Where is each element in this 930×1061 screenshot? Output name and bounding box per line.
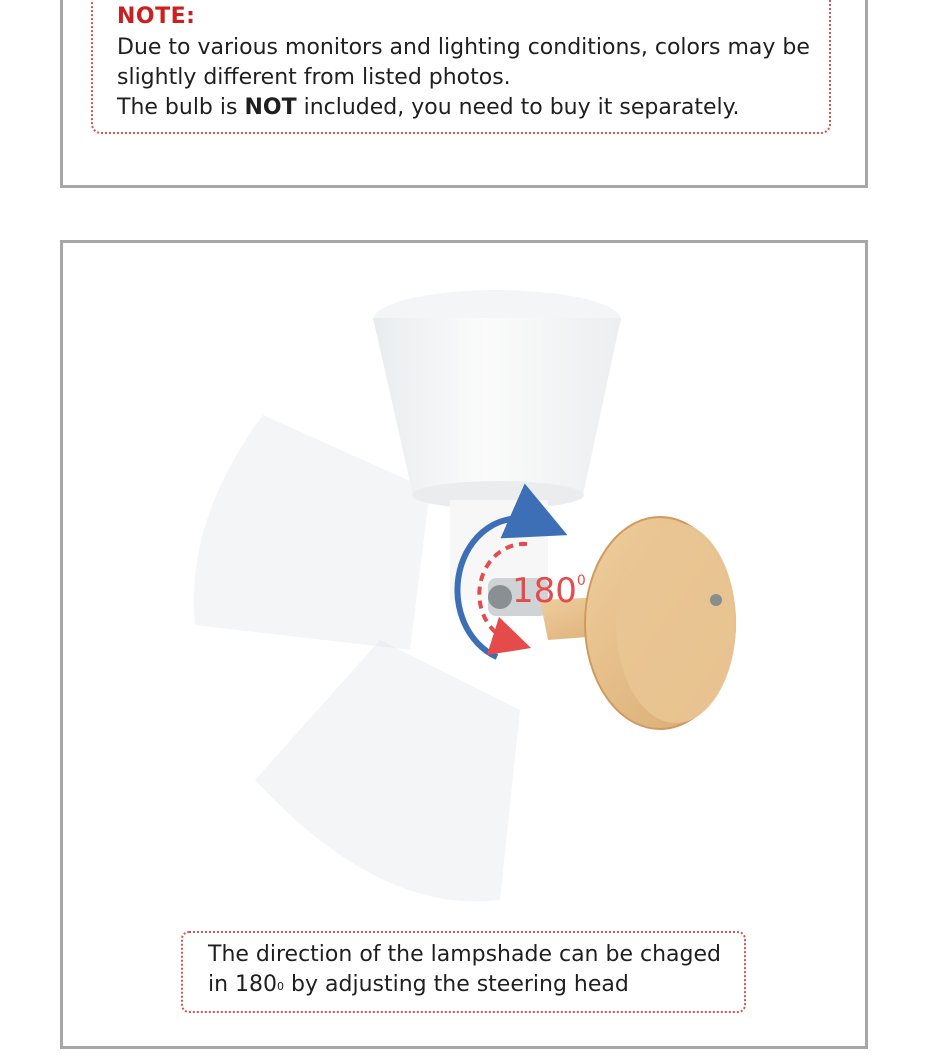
note-line-3-suffix: included, you need to buy it separately. [296, 95, 740, 120]
caption-line-1: The direction of the lampshade can be chaged [208, 942, 721, 967]
caption-line-2-suffix: by adjusting the steering head [284, 972, 629, 997]
note-line-1: Due to various monitors and lighting conditions, colors may be [117, 35, 810, 60]
note-line-3-prefix: The bulb is [117, 95, 245, 120]
angle-degree-sup: 0 [576, 573, 586, 589]
note-line-2: slightly different from listed photos. [117, 65, 511, 90]
rotation-angle-label [512, 571, 586, 611]
note-title: NOTE: [117, 4, 196, 29]
angle-value: 180 [512, 571, 577, 611]
caption-line-2 [208, 970, 629, 1000]
caption-degree-sup: 0 [277, 980, 285, 993]
note-line-3 [117, 93, 739, 123]
ghost-shade-lower [255, 640, 520, 902]
caption-line-2-prefix: in 180 [208, 972, 278, 997]
wooden-mount [540, 517, 736, 729]
product-image [63, 243, 863, 1043]
note-line-3-bold: NOT [244, 95, 297, 120]
ghost-shade-left [194, 415, 430, 650]
